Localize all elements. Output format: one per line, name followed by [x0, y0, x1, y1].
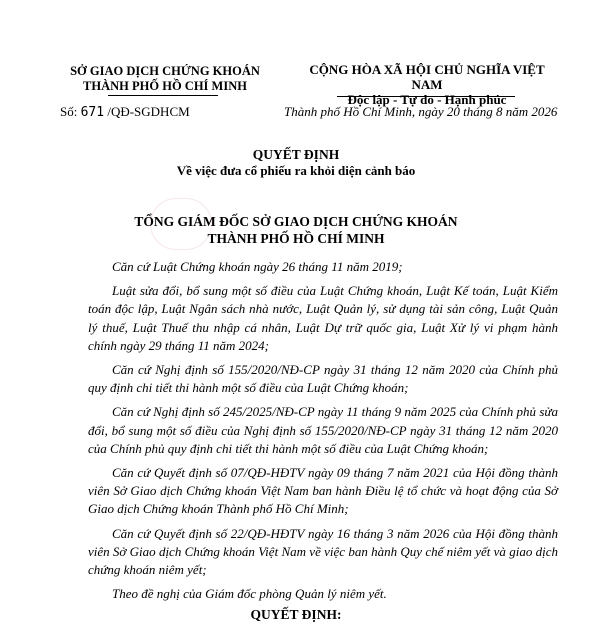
basis-paragraph: Căn cứ Nghị định số 155/2020/NĐ-CP ngày 31 tháng 12 năm 2020 của Chính phủ quy định chi tiết thi hành một số điều của Luật Chứng khoán;: [88, 362, 558, 396]
motto-underline: [337, 96, 515, 97]
country-name: CỘNG HÒA XÃ HỘI CHỦ NGHĨA VIỆT NAM: [309, 62, 545, 92]
org-name-line2: THÀNH PHỐ HỒ CHÍ MINH: [83, 79, 247, 93]
org-name-line1: SỞ GIAO DỊCH CHỨNG KHOÁN: [70, 64, 260, 78]
document-type: QUYẾT ĐỊNH: [252, 147, 340, 162]
document-subject: Về việc đưa cổ phiếu ra khỏi diện cảnh báo: [176, 163, 416, 178]
org-underline: [108, 95, 218, 96]
doc-number-prefix: Số:: [60, 104, 81, 119]
place-and-date: Thành phố Hồ Chí Minh, ngày 20 tháng 8 năm 2026: [284, 104, 558, 119]
basis-paragraph: Căn cứ Nghị định số 245/2025/NĐ-CP ngày 11 tháng 9 năm 2025 của Chính phủ sửa đổi, bổ sung một số điều của Nghị định số 155/2020/NĐ-CP ngày 31 tháng 12 năm 2020 của Chính phủ quy định chi tiết thi hành một số điều của Luật Chứng khoán;: [88, 404, 558, 456]
basis-paragraph: Căn cứ Luật Chứng khoán ngày 26 tháng 11 năm 2019;: [112, 259, 403, 274]
basis-paragraph: Theo đề nghị của Giám đốc phòng Quản lý niêm yết.: [112, 586, 387, 602]
issuer-line2: THÀNH PHỐ HỒ CHÍ MINH: [207, 231, 385, 246]
legal-basis: [88, 258, 558, 609]
document-number: [60, 104, 190, 120]
basis-paragraph: Căn cứ Quyết định số 22/QĐ-HĐTV ngày 16 tháng 3 năm 2026 của Hội đồng thành viên Sở Giao dịch Chứng khoán Việt Nam về việc ban hành Quy chế niêm yết và giao dịch chứng khoán niêm yết;: [88, 525, 558, 578]
issuer-line1: TỔNG GIÁM ĐỐC SỞ GIAO DỊCH CHỨNG KHOÁN: [134, 214, 458, 229]
motto: Độc lập - Tự do - Hạnh phúc: [347, 92, 507, 107]
issuing-organization: [60, 64, 270, 94]
basis-paragraph: Căn cứ Quyết định số 07/QĐ-HĐTV ngày 09 tháng 7 năm 2021 của Hội đồng thành viên Sở Giao dịch Chứng khoán Việt Nam ban hành Điều lệ tổ chức và hoạt động của Sở Giao dịch Chứng khoán Thành phố Hồ Chí Minh;: [88, 465, 558, 517]
doc-number-handwritten: 671: [80, 105, 105, 120]
doc-number-suffix: /QĐ-SGDHCM: [104, 104, 190, 119]
decision-heading: QUYẾT ĐỊNH:: [250, 607, 342, 622]
national-header: [296, 62, 558, 107]
basis-paragraph: Luật sửa đổi, bổ sung một số điều của Luật Chứng khoán, Luật Kế toán, Luật Kiểm toán độc lập, Luật Ngân sách nhà nước, Luật Quản lý, sử dụng tài sản công, Luật Quản lý thuế, Luật Thuế thu nhập cá nhân, Luật Dự trữ quốc gia, Luật Xử lý vi phạm hành chính ngày 29 tháng 11 năm 2024;: [88, 283, 558, 353]
